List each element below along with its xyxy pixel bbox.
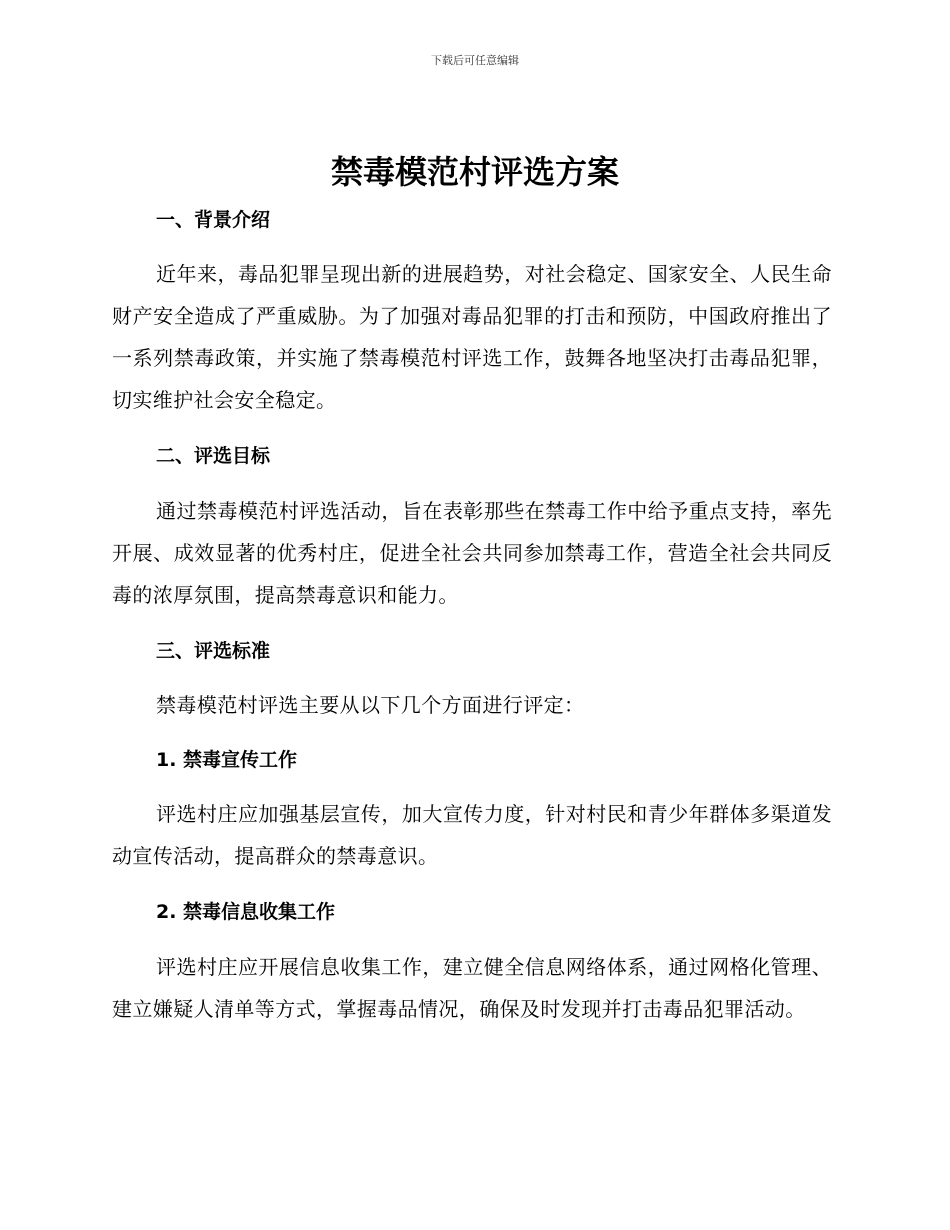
paragraph-goals: 通过禁毒模范村评选活动，旨在表彰那些在禁毒工作中给予重点支持，率先开展、成效显著的优秀村庄，促进全社会共同参加禁毒工作，营造全社会共同反毒的浓厚氛围，提高禁毒意识和能力。 — [112, 499, 832, 607]
header-note: 下载后可任意编辑 — [431, 54, 519, 67]
paragraph-background: 近年来，毒品犯罪呈现出新的进展趋势，对社会稳定、国家安全、人民生命财产安全造成了严重威胁。为了加强对毒品犯罪的打击和预防，中国政府推出了一系列禁毒政策，并实施了禁毒模范村评选工作，鼓舞各地坚决打击毒品犯罪，切实维护社会安全稳定。 — [112, 262, 832, 412]
paragraph-publicity: 评选村庄应加强基层宣传，加大宣传力度，针对村民和青少年群体多渠道发动宣传活动，提高群众的禁毒意识。 — [112, 802, 832, 868]
section-heading-background: 一、背景介绍 — [156, 209, 271, 231]
paragraph-criteria-intro: 禁毒模范村评选主要从以下几个方面进行评定： — [156, 693, 585, 717]
subsection-heading-intelligence: 2. 禁毒信息收集工作 — [156, 901, 336, 923]
section-heading-criteria: 三、评选标准 — [156, 640, 271, 662]
section-heading-goals: 二、评选目标 — [156, 445, 271, 467]
document-title: 禁毒模范村评选方案 — [330, 153, 619, 191]
subsection-heading-publicity: 1. 禁毒宣传工作 — [156, 749, 298, 771]
paragraph-intelligence: 评选村庄应开展信息收集工作，建立健全信息网络体系，通过网格化管理、建立嫌疑人清单等方式，掌握毒品情况，确保及时发现并打击毒品犯罪活动。 — [112, 955, 832, 1021]
